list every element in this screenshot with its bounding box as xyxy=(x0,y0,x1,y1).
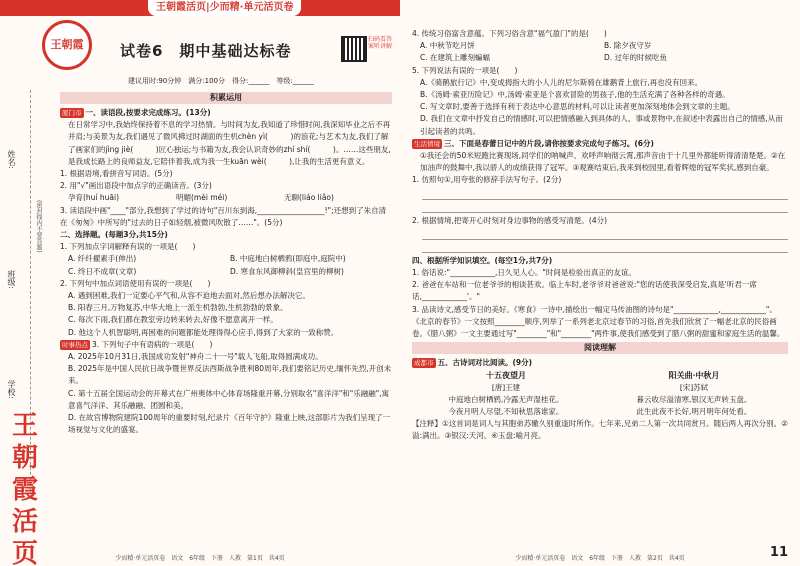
option[interactable]: A. 遇到困难,我们一定要心平气和,从容不迫地去面对,然后想办法解决它。 xyxy=(68,291,310,301)
option[interactable]: B. 除夕夜守岁 xyxy=(604,41,652,51)
page-number: 11 xyxy=(769,545,788,560)
option[interactable]: C. 第十五届全国运动会的开幕式在广州奥体中心体育场隆重开幕,分别取名"喜洋洋"和"乐融融",寓意喜气洋洋、其乐融融、团圆和美。 xyxy=(68,388,390,410)
option[interactable]: A. 2025年10月31日,我国成功发射"神舟二十一号"载人飞船,取得圆满成功。 xyxy=(68,352,323,362)
option-row xyxy=(412,52,788,64)
sub-question: 1. 仿照句①,用夸张的修辞手法写句子。(2分) xyxy=(412,175,562,185)
qr-caption: 扫码看答案听讲解 xyxy=(368,36,393,50)
name-label: 姓名: xyxy=(7,150,16,169)
sub-question: 1. 根据语境,看拼音写词语。(5分) xyxy=(60,169,173,179)
poem xyxy=(600,369,788,418)
question-heading: 一、读语段,按要求完成练习。(13分) xyxy=(85,108,211,117)
section-header: 阅读理解 xyxy=(412,342,788,354)
left-content xyxy=(60,90,392,436)
sub-question: 1. 下列加点字词解释有误的一项是( ) xyxy=(60,242,196,252)
question-heading: 二、选择题。(每题3分,共15分) xyxy=(60,230,168,240)
answer-line[interactable] xyxy=(422,229,788,240)
page-title: 试卷6 期中基础达标卷 xyxy=(120,42,292,60)
sub-question: 2. 用"√"画出语段中加点字的正确读音。(3分) xyxy=(60,181,212,191)
page-footer: 少而精·单元活页卷 语文 6年级 下册 人教 第1页 共4页 xyxy=(115,555,285,562)
option[interactable]: D. 寒食东风御柳斜(皇宫里的柳树) xyxy=(230,266,344,276)
poem-line: 此生此夜不长好,明月明年何处看。 xyxy=(636,407,752,417)
option[interactable]: B.《汤姆·索亚历险记》中,汤姆·索亚是个喜欢冒险的男孩子,他的生活充满了各种各样的奇遇。 xyxy=(420,90,730,100)
answer-line[interactable] xyxy=(422,189,788,200)
right-content xyxy=(412,28,788,443)
sub-question: 5. 下列说法有误的一项是( ) xyxy=(412,65,518,75)
option-row xyxy=(412,40,788,52)
passage: 在日常学习中,我始终保持着不息的学习热情。与时间为友,我知道了珍惜时间,我深知毕业之后不再并肩;与美景为友,我们遇见了微风拂过时湖面的生机chèn yì( )的浪花;与艺术为友,我们了解了画家们的jìng jiè( )匠心独运;与书籍为友,我会认识奇妙的zhí shí( )。……这些朋友,是我成长路上的良师益友,它陪伴着我,成为我一生kuān wèi( ),让我的生活更有意义。 xyxy=(68,120,391,166)
poem-title: 阳关曲·中秋月 xyxy=(668,370,720,381)
poem-author: [唐]王建 xyxy=(491,382,521,392)
passage: ①我还会的50米短跑比赛现场,同学们的呐喊声、欢呼声响彻云霄,那声音由于十几里外都能听得清清楚楚。②在加油声的鼓舞中,我以骄人的成绩获得了冠军。③观赛结束后,我来到校园里,看着辉煌的冠军奖状,感到自豪。 xyxy=(420,151,786,173)
question-heading: 三、下面是春蕾日记中的片段,请你按要求完成句子练习。(6分) xyxy=(444,138,654,148)
option[interactable]: C. 在建筑上雕刻蝙蝠 xyxy=(420,53,491,63)
option[interactable]: C. 写文章时,要善于选择有利于表达中心意思的材料,可以让读者更加深刻地体会到文章的主题。 xyxy=(420,102,735,112)
option[interactable]: C. 终日不成章(文章) xyxy=(68,266,137,276)
sub-question: 4. 传统习俗富含意蕴。下列习俗含意"福气盈门"的是( ) xyxy=(412,29,607,38)
region-tag: 成都市 xyxy=(414,359,434,368)
poems xyxy=(412,369,788,418)
sub-question: 3. 读语段中画"____"部分,我想到了学过的诗句"百川东到海,__________________!";还想到了朱自清在《匆匆》中所写的"过去的日子如轻烟,被微风吹散了……"。(5分) xyxy=(60,205,387,227)
option[interactable]: B. 阳春三月,万物复苏,中华大地上一派生机勃勃,生机勃勃的景象。 xyxy=(68,303,288,313)
sub-question: 3. 品读诗文,感受节日的美好。《寒食》一诗中,描绘出一幅定马传油图的诗句是"____________,____________"。《北京的春节》一文按照________顺序,列举了一系列老北京过春节的习俗,首先我们欣赏了一幅老北京的民俗画卷。《腊八粥》一文主要通过写"________"和"________"两件事,使我们感受到了腊八粥的甜蜜和家庭生活的温馨。 xyxy=(412,304,785,339)
page-footer: 少而精·单元活页卷 语文 6年级 下册 人教 第2页 共4页 xyxy=(515,555,685,562)
poem xyxy=(412,369,600,418)
topic-tag: 时事热点 xyxy=(62,340,88,349)
school-label: 学校: xyxy=(7,380,16,399)
option[interactable]: D. 我们在文章中抒发自己的情感时,可以把情感融入到具体的人、事或景物中,在叙述中表露出自己的情感,从而引起读者的共鸣。 xyxy=(420,114,783,136)
section-header: 积累运用 xyxy=(60,92,392,104)
pinyin-options xyxy=(60,192,392,204)
region-tag: 厦门市 xyxy=(62,109,82,117)
option[interactable]: B. 中庭地白树栖鸦(即庭中,庭院中) xyxy=(230,254,346,264)
option[interactable]: D. 他这个人机智聪明,再困难的问题都能处理得得心应手,得到了大家的一致称赞。 xyxy=(68,327,339,337)
qr-code-icon[interactable] xyxy=(341,36,367,62)
option[interactable]: 无聊(liáo liǎo) xyxy=(284,193,334,203)
sub-question: 3. 下列句子中有语病的一项是( ) xyxy=(92,339,213,349)
sub-question: 2. 根据情境,把寄开心时刻对身边事物的感受写清楚。(4分) xyxy=(412,215,608,225)
logo: 王朝霞 xyxy=(42,20,92,70)
option[interactable]: 孕育(huí huāi) xyxy=(68,193,120,203)
exam-meta: 建议用时:90分钟 满分:100分 得分:______ 等级:______ xyxy=(128,77,314,85)
sub-question: 1. 俗话说:"____________,日久见人心。"时间是检验出真正的友谊。 xyxy=(412,268,636,278)
option[interactable]: A.《骑鹅旅行记》中,变成拇指大的小人儿的尼尔斯骑在雄鹅背上旅行,再也没有回来。 xyxy=(420,77,703,87)
option[interactable]: 明媚(mèi méi) xyxy=(176,193,228,203)
question-heading: 五、古诗词对比阅读。(9分) xyxy=(437,358,533,368)
sub-question: 2. 下列句中加点词语使用有误的一项是( ) xyxy=(60,278,211,288)
brand-banner: 王朝霞活页|少而精·单元活页卷 xyxy=(148,0,301,16)
poem-author: [宋]苏轼 xyxy=(679,382,709,392)
vertical-brand: 王朝霞活页 xyxy=(12,411,39,566)
poem-line: 暮云收尽溢清寒,银汉无声转玉盘。 xyxy=(636,394,752,404)
option[interactable]: C. 每次下雨,我们都在教室旁边转来转去,好像不愿意离开一样。 xyxy=(68,315,278,325)
sub-question: 2. 爸爸在车站和一位老爷爷的相谈甚欢。临上车时,老爷爷对爸爸说:"您的话使我深受启发,真是'听君一席话,____________'。" xyxy=(412,280,757,302)
option-row xyxy=(60,266,392,278)
option[interactable]: A. 纤纤擢素手(伸出) xyxy=(68,254,137,264)
class-label: 班级: xyxy=(7,270,16,289)
right-page xyxy=(400,0,800,566)
poem-line: 今夜月明人尽望,不知秋思落谁家。 xyxy=(448,407,564,417)
option-row xyxy=(60,253,392,265)
option[interactable]: B. 2025年是中国人民抗日战争暨世界反法西斯战争胜利80周年,我们要铭记历史,缅怀先烈,开创未来。 xyxy=(68,364,392,386)
poem-title: 十五夜望月 xyxy=(486,370,526,381)
option[interactable]: D. 过年的时候吃鱼 xyxy=(604,53,668,63)
poem-line: 中庭地白树栖鸦,冷露无声湿桂花。 xyxy=(448,394,564,404)
seal-note: (密封线内不要答题) xyxy=(35,200,42,253)
answer-line[interactable] xyxy=(422,202,788,213)
annotation: 【注释】①这首词是词人与其胞弟苏辙久别重逢时所作。七年来,兄弟二人第一次共同赏月。随后两人再次分别。②溢:满出。③银汉:天河。④玉盘:喻月亮。 xyxy=(412,419,788,441)
option[interactable]: D. 在故宫博物院建院100周年的重要时刻,纪录片《百年守护》隆重上映,这部影片为我们呈现了一场视觉与文化的盛宴。 xyxy=(68,413,391,435)
option[interactable]: A. 中秋节吃月饼 xyxy=(420,41,475,51)
question-heading: 四、根据所学知识填空。(每空1分,共7分) xyxy=(412,255,553,265)
scenario-tag: 生活情境 xyxy=(414,139,440,148)
answer-line[interactable] xyxy=(422,242,788,253)
